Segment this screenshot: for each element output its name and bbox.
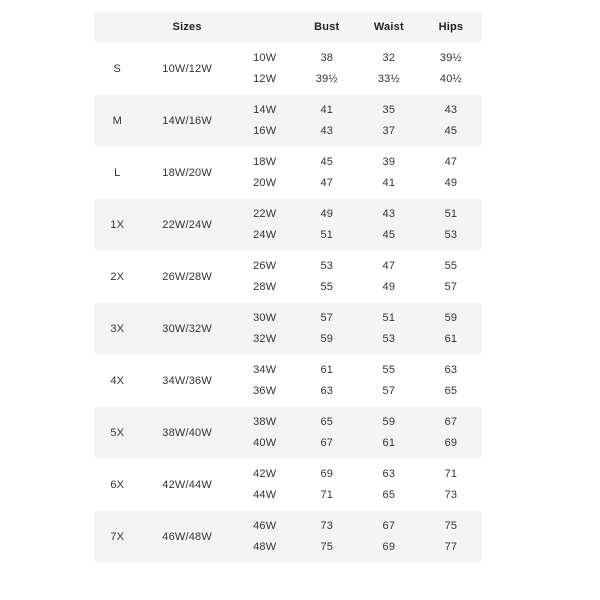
size-range: 18W/20W [162,166,212,179]
table-row [94,459,482,511]
header-size-spacer [94,11,141,43]
bust-value: 49 [320,208,334,220]
sub-size: 32W [253,333,277,345]
hips-value: 77 [444,541,458,553]
size-range: 38W/40W [162,426,212,439]
waist-value: 37 [382,125,396,137]
table-row [94,95,482,147]
hips-value: 57 [444,281,458,293]
hips-value: 65 [444,385,458,397]
hips-value: 59 [444,312,458,324]
size-range: 22W/24W [162,218,212,231]
sub-size: 18W [253,156,277,168]
bust-value: 69 [320,468,334,480]
size-label: 7X [110,530,125,543]
waist-value: 57 [382,385,396,397]
sub-size: 34W [253,364,277,376]
sub-size: 48W [253,541,277,553]
size-label: 3X [110,322,125,335]
sub-size: 14W [253,104,277,116]
sub-size: 42W [253,468,277,480]
sub-size: 24W [253,229,277,241]
waist-value: 33½ [377,73,400,85]
waist-value: 41 [382,177,396,189]
bust-value: 59 [320,333,334,345]
waist-value: 32 [382,52,396,64]
hips-value: 71 [444,468,458,480]
bust-value: 67 [320,437,334,449]
sub-size: 16W [253,125,277,137]
table-row [94,407,482,459]
hips-value: 53 [444,229,458,241]
sub-size: 46W [253,520,277,532]
bust-value: 55 [320,281,334,293]
bust-value: 65 [320,416,334,428]
waist-value: 65 [382,489,396,501]
sub-size: 28W [253,281,277,293]
bust-value: 51 [320,229,334,241]
waist-value: 63 [382,468,396,480]
size-label: S [113,62,122,75]
size-range: 42W/44W [162,478,212,491]
table-row [94,199,482,251]
sub-size: 40W [253,437,277,449]
hips-value: 55 [444,260,458,272]
bust-value: 38 [320,52,334,64]
bust-value: 57 [320,312,334,324]
size-range: 14W/16W [162,114,212,127]
size-label: 5X [110,426,125,439]
hips-value: 43 [444,104,458,116]
waist-value: 51 [382,312,396,324]
bust-value: 63 [320,385,334,397]
waist-value: 43 [382,208,396,220]
bust-value: 61 [320,364,334,376]
waist-value: 55 [382,364,396,376]
table-row [94,147,482,199]
header-hips: Hips [438,20,464,33]
waist-value: 53 [382,333,396,345]
size-range: 30W/32W [162,322,212,335]
waist-value: 61 [382,437,396,449]
table-row [94,251,482,303]
sub-size: 26W [253,260,277,272]
header-waist: Waist [373,20,404,33]
size-label: 4X [110,374,125,387]
waist-value: 35 [382,104,396,116]
bust-value: 53 [320,260,334,272]
header-bust: Bust [314,20,340,33]
size-label: 6X [110,478,125,491]
table-header-row [94,11,482,43]
sub-size: 38W [253,416,277,428]
hips-value: 40½ [439,73,462,85]
waist-value: 39 [382,156,396,168]
bust-value: 45 [320,156,334,168]
sub-size: 44W [253,489,277,501]
table-row [94,511,482,563]
bust-value: 75 [320,541,334,553]
size-chart-table [94,11,482,563]
hips-value: 47 [444,156,458,168]
table-row [94,303,482,355]
hips-value: 67 [444,416,458,428]
hips-value: 75 [444,520,458,532]
size-range: 34W/36W [162,374,212,387]
size-range: 10W/12W [162,62,212,75]
sub-size: 12W [253,73,277,85]
waist-value: 45 [382,229,396,241]
sub-size: 10W [253,52,277,64]
hips-value: 63 [444,364,458,376]
hips-value: 51 [444,208,458,220]
waist-value: 59 [382,416,396,428]
size-label: 2X [110,270,125,283]
waist-value: 67 [382,520,396,532]
hips-value: 45 [444,125,458,137]
bust-value: 41 [320,104,334,116]
waist-value: 47 [382,260,396,272]
table-row [94,355,482,407]
hips-value: 61 [444,333,458,345]
size-label: L [114,166,121,179]
size-range: 26W/28W [162,270,212,283]
sub-size: 20W [253,177,277,189]
size-range: 46W/48W [162,530,212,543]
bust-value: 71 [320,489,334,501]
waist-value: 69 [382,541,396,553]
hips-value: 69 [444,437,458,449]
hips-value: 39½ [439,52,462,64]
bust-value: 39½ [315,73,338,85]
sub-size: 30W [253,312,277,324]
header-sizes: Sizes [172,20,202,33]
hips-value: 73 [444,489,458,501]
sub-size: 22W [253,208,277,220]
table-row [94,43,482,95]
bust-value: 73 [320,520,334,532]
waist-value: 49 [382,281,396,293]
size-label: M [112,114,122,127]
sub-size: 36W [253,385,277,397]
size-label: 1X [110,218,125,231]
bust-value: 43 [320,125,334,137]
hips-value: 49 [444,177,458,189]
table-body [94,43,482,563]
bust-value: 47 [320,177,334,189]
